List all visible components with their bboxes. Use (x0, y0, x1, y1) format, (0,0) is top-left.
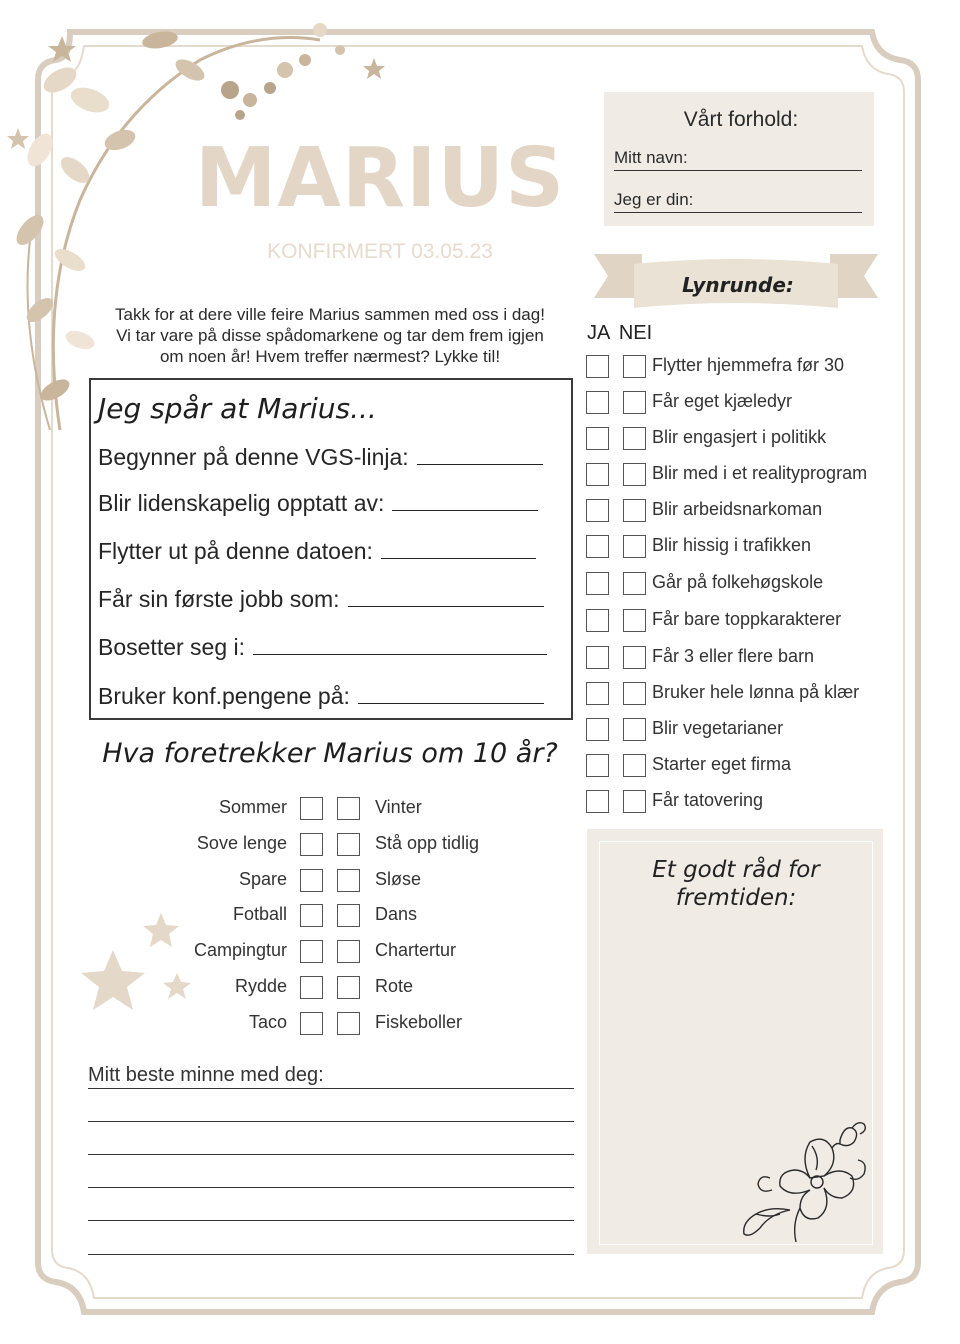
writing-line[interactable] (88, 1088, 574, 1089)
writing-line[interactable] (88, 1121, 574, 1122)
quickround-item: Blir engasjert i politikk (652, 427, 827, 447)
preference-row (150, 938, 480, 964)
preference-right-label: Stå opp tidlig (375, 833, 480, 853)
quickround-row (586, 426, 886, 452)
no-checkbox[interactable] (623, 754, 646, 777)
quickround-item: Starter eget firma (652, 754, 792, 774)
no-checkbox[interactable] (623, 391, 646, 414)
right-checkbox[interactable] (337, 869, 360, 892)
quickround-row (586, 681, 886, 707)
yes-checkbox[interactable] (586, 572, 609, 595)
prediction-label: Får sin første jobb som: (98, 586, 340, 612)
no-checkbox[interactable] (623, 572, 646, 595)
preference-row (150, 831, 480, 857)
prediction-line (98, 586, 544, 613)
quickround-item: Får 3 eller flere barn (652, 646, 815, 666)
intro-line: om noen år! Hvem treffer nærmest? Lykke til! (159, 347, 501, 366)
page-title: MARIUS (194, 131, 566, 226)
preference-row (150, 867, 480, 893)
prediction-line (98, 490, 538, 517)
right-checkbox[interactable] (337, 976, 360, 999)
quickround-row (586, 571, 886, 597)
yes-checkbox[interactable] (586, 790, 609, 813)
quickround-title: Lynrunde: (682, 273, 794, 297)
preference-left-label: Fotball (232, 904, 287, 924)
quickround-row (586, 645, 886, 671)
flower-illustration (740, 1118, 872, 1244)
quickround-item: Bruker hele lønna på klær (652, 682, 860, 702)
preference-left-label: Rydde (234, 976, 287, 996)
name-field[interactable]: Mitt navn: (614, 148, 862, 171)
preference-left-label: Spare (238, 869, 287, 889)
preference-left-label: Taco (248, 1012, 287, 1032)
yes-checkbox[interactable] (586, 427, 609, 450)
quickround-item: Blir hissig i trafikken (652, 535, 812, 555)
relationship-title: Vårt forhold: (683, 108, 799, 131)
right-checkbox[interactable] (337, 797, 360, 820)
yes-checkbox[interactable] (586, 499, 609, 522)
no-checkbox[interactable] (623, 682, 646, 705)
answer-blank[interactable] (348, 588, 544, 607)
prediction-line (98, 634, 547, 661)
quickround-row (586, 789, 886, 815)
quickround-item: Får eget kjæledyr (652, 391, 793, 411)
preference-left-label: Sommer (218, 797, 287, 817)
left-checkbox[interactable] (300, 904, 323, 927)
answer-blank[interactable] (381, 540, 536, 559)
yes-checkbox[interactable] (586, 391, 609, 414)
no-checkbox[interactable] (623, 427, 646, 450)
quickround-row (586, 354, 886, 380)
right-checkbox[interactable] (337, 1012, 360, 1035)
left-checkbox[interactable] (300, 833, 323, 856)
quickround-item: Blir arbeidsnarkoman (652, 499, 823, 519)
intro-line: Vi tar vare på disse spådomarkene og tar dem frem igjen (116, 326, 544, 345)
yes-checkbox[interactable] (586, 609, 609, 632)
prediction-label: Blir lidenskapelig opptatt av: (98, 490, 385, 516)
writing-line[interactable] (88, 1154, 574, 1155)
yes-checkbox[interactable] (586, 646, 609, 669)
yes-checkbox[interactable] (586, 463, 609, 486)
quickround-item: Blir vegetarianer (652, 718, 784, 738)
quickround-item: Flytter hjemmefra før 30 (652, 355, 845, 375)
answer-blank[interactable] (417, 446, 543, 465)
preference-row (150, 974, 480, 1000)
answer-blank[interactable] (253, 636, 547, 655)
no-checkbox[interactable] (623, 535, 646, 558)
confirmation-date: KONFIRMERT 03.05.23 (267, 240, 493, 263)
memory-label: Mitt beste minne med deg: (88, 1064, 324, 1086)
quickround-item: Får bare toppkarakterer (652, 609, 842, 629)
advice-title-line: fremtiden: (675, 885, 797, 911)
no-checkbox[interactable] (623, 790, 646, 813)
no-checkbox[interactable] (623, 355, 646, 378)
quickround-row (586, 534, 886, 560)
no-checkbox[interactable] (623, 718, 646, 741)
no-label: NEI (618, 322, 653, 344)
prediction-line (98, 538, 536, 565)
preference-right-label: Rote (375, 976, 414, 996)
prediction-label: Flytter ut på denne datoen: (98, 538, 373, 564)
answer-blank[interactable] (392, 492, 538, 511)
preference-left-label: Sove lenge (196, 833, 287, 853)
right-checkbox[interactable] (337, 940, 360, 963)
yes-checkbox[interactable] (586, 754, 609, 777)
preference-right-label: Vinter (375, 797, 422, 817)
role-field[interactable]: Jeg er din: (614, 190, 862, 213)
prediction-label: Bruker konf.pengene på: (98, 683, 350, 709)
right-checkbox[interactable] (337, 904, 360, 927)
answer-blank[interactable] (358, 685, 544, 704)
quickround-row (586, 608, 886, 634)
right-checkbox[interactable] (337, 833, 360, 856)
prediction-label: Begynner på denne VGS-linja: (98, 444, 409, 470)
no-checkbox[interactable] (623, 646, 646, 669)
writing-line[interactable] (88, 1187, 574, 1188)
yes-checkbox[interactable] (586, 682, 609, 705)
advice-title-line: Et godt råd for (652, 857, 820, 883)
quickround-item: Går på folkehøgskole (652, 572, 824, 592)
preference-row (150, 795, 480, 821)
preference-right-label: Fiskeboller (375, 1012, 463, 1032)
yes-label: JA (587, 322, 610, 344)
left-checkbox[interactable] (300, 869, 323, 892)
quickround-row (586, 498, 886, 524)
predictions-title: Jeg spår at Marius... (98, 392, 377, 425)
yes-checkbox[interactable] (586, 535, 609, 558)
writing-line[interactable] (88, 1254, 574, 1255)
advice-title (600, 856, 872, 912)
yes-checkbox[interactable] (586, 355, 609, 378)
left-checkbox[interactable] (300, 1012, 323, 1035)
quickround-row (586, 462, 886, 488)
quickround-item: Får tatovering (652, 790, 764, 810)
left-checkbox[interactable] (300, 797, 323, 820)
no-checkbox[interactable] (623, 463, 646, 486)
quickround-row (586, 753, 886, 779)
yes-checkbox[interactable] (586, 718, 609, 741)
preference-right-label: Sløse (375, 869, 422, 889)
preference-right-label: Dans (375, 904, 418, 924)
preferences-title: Hva foretrekker Marius om 10 år? (102, 738, 558, 769)
prediction-line (98, 683, 544, 710)
quickround-row (586, 717, 886, 743)
intro-text (88, 304, 572, 367)
preference-row (150, 902, 480, 928)
left-checkbox[interactable] (300, 940, 323, 963)
intro-line: Takk for at dere ville feire Marius sammen med oss i dag! (115, 305, 545, 324)
prediction-line (98, 444, 543, 471)
yes-no-header (587, 322, 652, 345)
preference-row (150, 1010, 480, 1036)
preference-left-label: Campingtur (193, 940, 287, 960)
no-checkbox[interactable] (623, 609, 646, 632)
preference-right-label: Chartertur (375, 940, 457, 960)
quickround-row (586, 390, 886, 416)
prediction-label: Bosetter seg i: (98, 634, 246, 660)
no-checkbox[interactable] (623, 499, 646, 522)
quickround-item: Blir med i et realityprogram (652, 463, 868, 483)
writing-line[interactable] (88, 1220, 574, 1221)
left-checkbox[interactable] (300, 976, 323, 999)
